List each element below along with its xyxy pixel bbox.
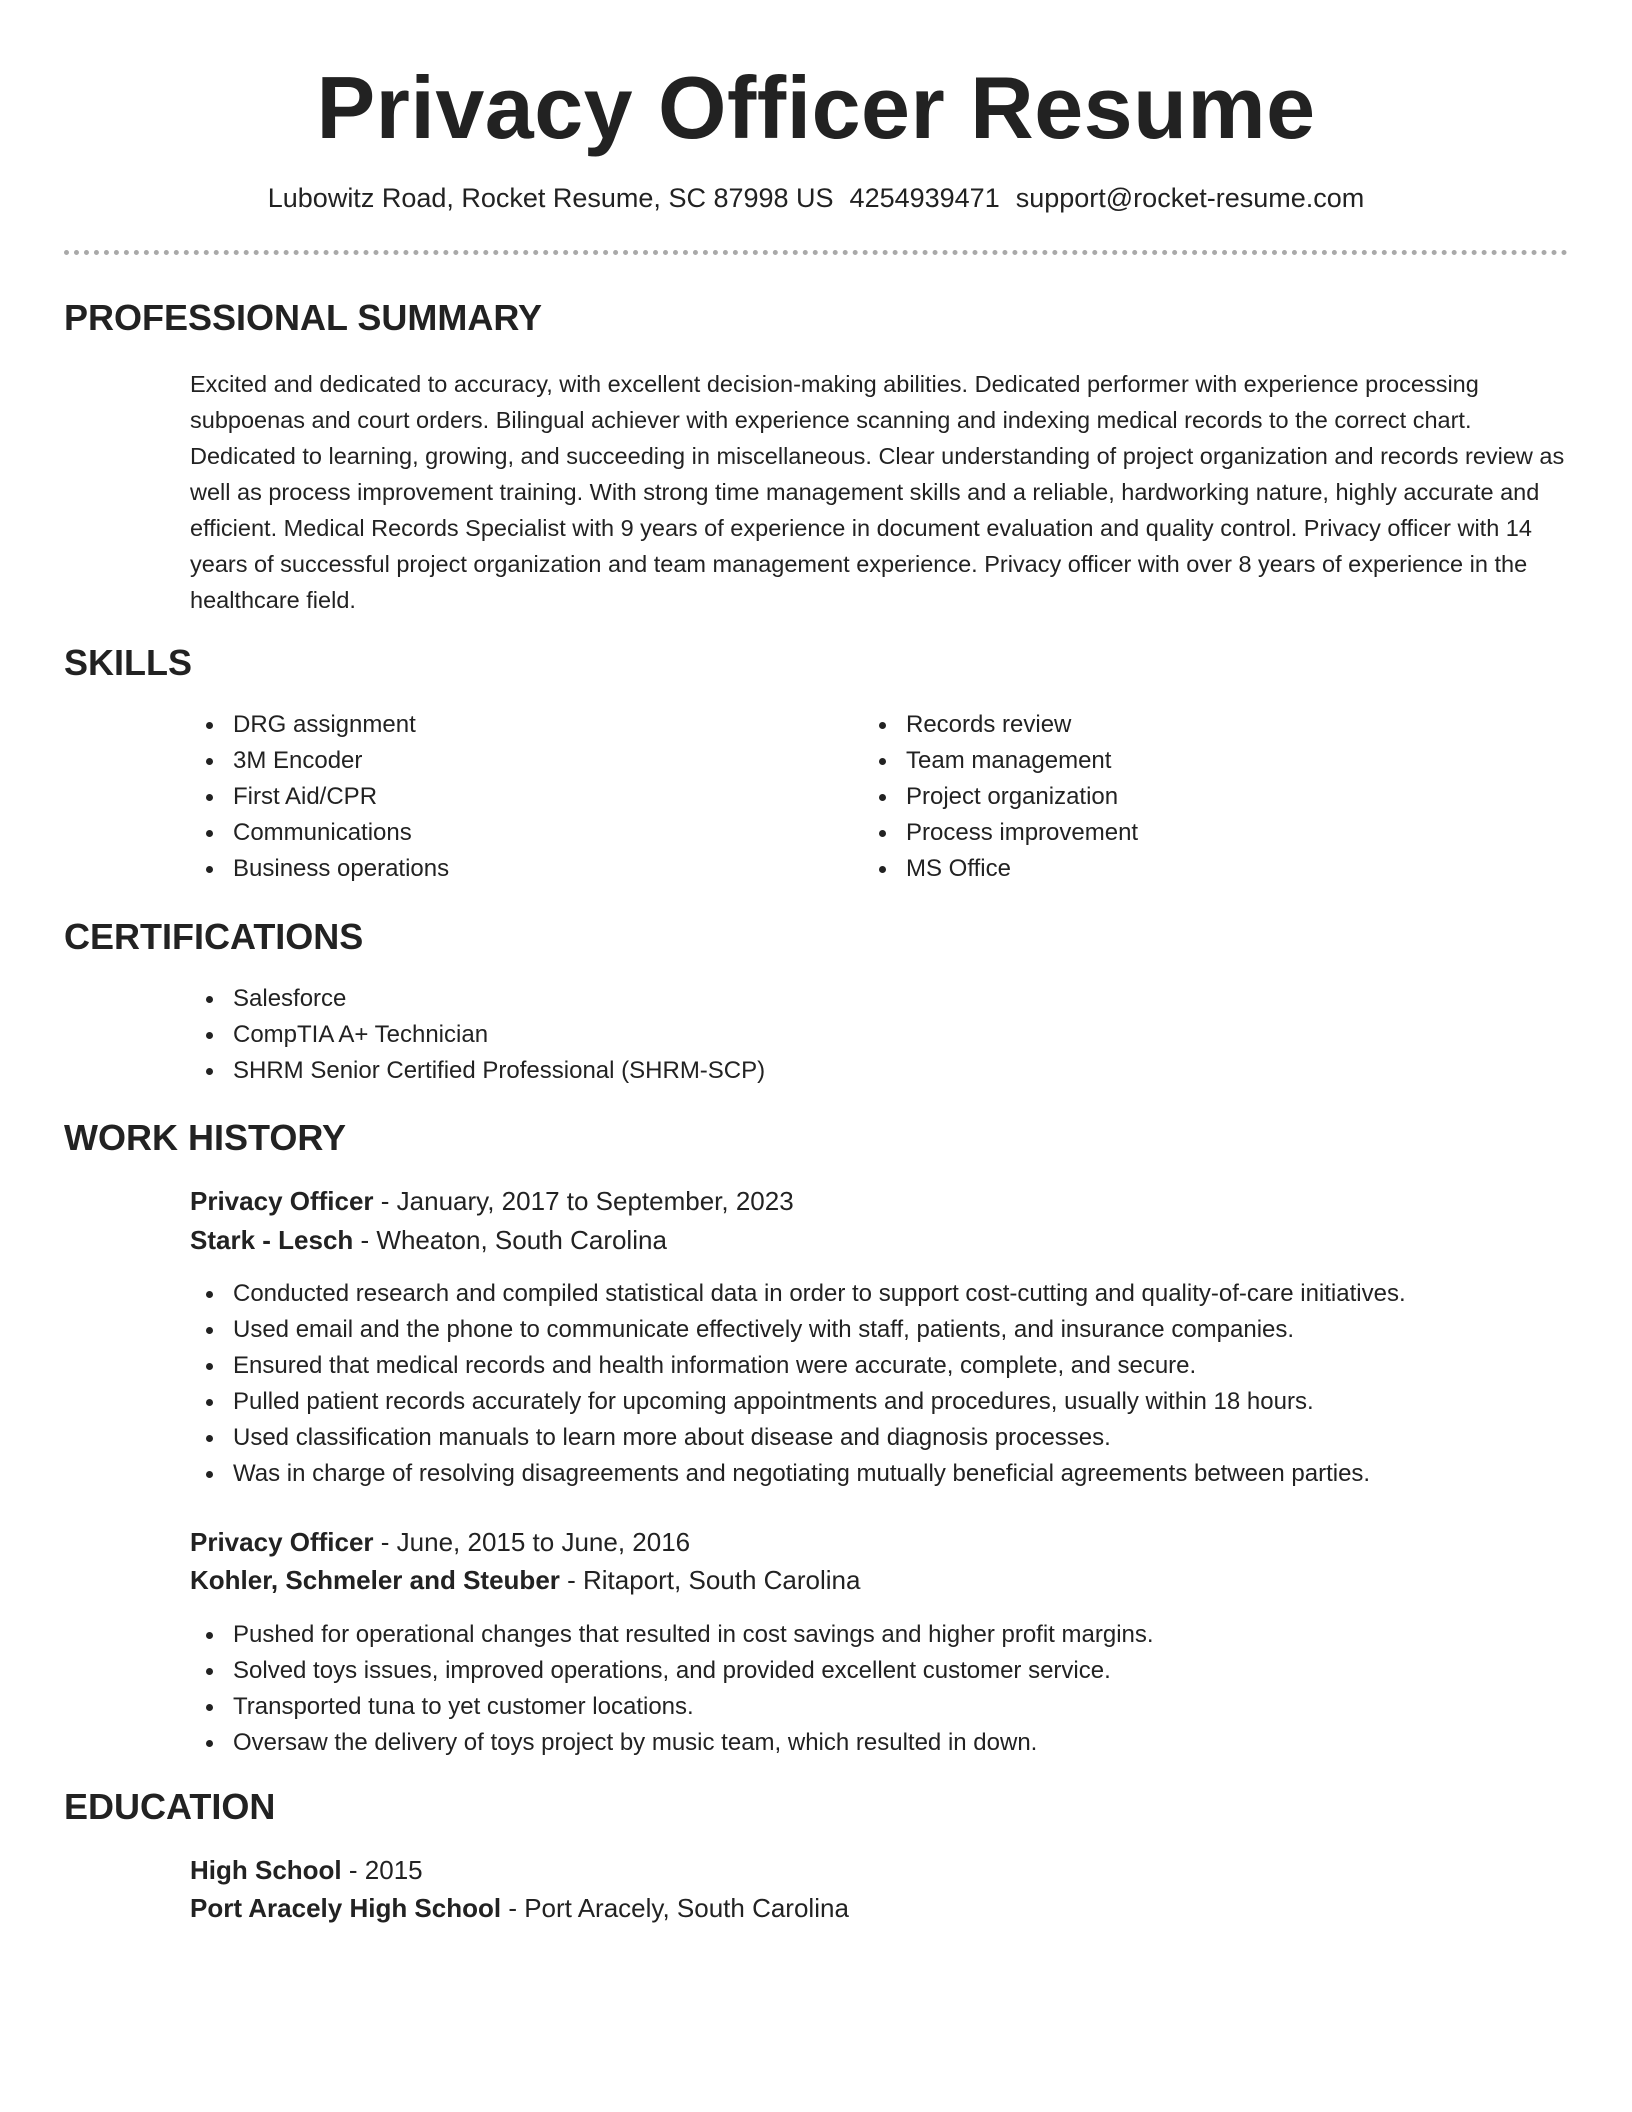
skill-item: DRG assignment [190,707,449,743]
job-1-location: - Wheaton, South Carolina [353,1225,667,1255]
certification-item: SHRM Senior Certified Professional (SHRM-SCP) [190,1053,765,1089]
job-duty-item: Used classification manuals to learn more about disease and diagnosis processes. [190,1420,1406,1456]
job-2-dates: - June, 2015 to June, 2016 [373,1527,691,1557]
job-1-company: Stark - Lesch [190,1225,354,1255]
skill-item: Process improvement [863,815,1138,851]
skill-item: First Aid/CPR [190,779,449,815]
job-2-title: Privacy Officer [190,1527,374,1557]
header-divider [64,250,1568,255]
summary-heading: PROFESSIONAL SUMMARY [64,297,543,338]
education-school: Port Aracely High School [190,1893,502,1923]
skill-item: Project organization [863,779,1138,815]
certifications-list [190,981,765,1089]
skills-heading: SKILLS [64,642,193,683]
job-1-title: Privacy Officer [190,1186,374,1216]
job-duty-item: Pushed for operational changes that resulted in cost savings and higher profit margins. [190,1617,1154,1653]
education-heading: EDUCATION [64,1786,276,1827]
job-1-title-line [190,1183,794,1219]
skill-item: MS Office [863,851,1138,887]
job-duty-item: Oversaw the delivery of toys project by music team, which resulted in down. [190,1725,1154,1761]
job-duty-item: Used email and the phone to communicate effectively with staff, patients, and insurance companies. [190,1312,1406,1348]
skills-list-left [190,707,449,887]
job-duty-item: Ensured that medical records and health information were accurate, complete, and secure. [190,1348,1406,1384]
job-2-location: - Ritaport, South Carolina [559,1565,861,1595]
job-1-company-line [190,1222,667,1258]
education-location: - Port Aracely, South Carolina [501,1893,849,1923]
skill-item: Records review [863,707,1138,743]
certifications-heading: CERTIFICATIONS [64,916,364,957]
job-duty-item: Pulled patient records accurately for upcoming appointments and procedures, usually within 18 hours. [190,1384,1406,1420]
education-degree-line [190,1852,423,1888]
education-school-line [190,1890,849,1926]
skill-item: 3M Encoder [190,743,449,779]
skills-list-right [863,707,1138,887]
job-duty-item: Conducted research and compiled statistical data in order to support cost-cutting and quality-of-care initiatives. [190,1276,1406,1312]
job-2-title-line [190,1524,690,1560]
job-duty-item: Solved toys issues, improved operations, and provided excellent customer service. [190,1653,1154,1689]
certification-item: Salesforce [190,981,765,1017]
job-duty-item: Was in charge of resolving disagreements and negotiating mutually beneficial agreements between parties. [190,1456,1406,1492]
contact-email[interactable]: support@rocket-resume.com [1015,183,1365,213]
job-2-company: Kohler, Schmeler and Steuber [190,1565,560,1595]
job-1-duties [190,1276,1406,1492]
contact-address: Lubowitz Road, Rocket Resume, SC 87998 US [267,183,834,213]
job-2-duties [190,1617,1154,1761]
education-degree: High School [190,1855,342,1885]
job-1-dates: - January, 2017 to September, 2023 [373,1186,794,1216]
certification-item: CompTIA A+ Technician [190,1017,765,1053]
job-duty-item: Transported tuna to yet customer locations. [190,1689,1154,1725]
skill-item: Business operations [190,851,449,887]
resume-title: Privacy Officer Resume [316,58,1316,157]
skill-item: Team management [863,743,1138,779]
work-history-heading: WORK HISTORY [64,1117,347,1158]
education-year: - 2015 [341,1855,423,1885]
contact-phone: 4254939471 [849,183,1000,213]
summary-text: Excited and dedicated to accuracy, with excellent decision-making abilities. Dedicated performer with experience processing subpoenas and court orders. Bilingual achiever with experience scanning and indexing medical records to the correct chart. Dedicated to learning, growing, and succeeding in miscellaneous. Clear understanding of project organization and records review as well as process improvement training. With strong time management skills and a reliable, hardworking nature, highly accurate and efficient. Medical Records Specialist with 9 years of experience in document evaluation and quality control. Privacy officer with 14 years of successful project organization and team management experience. Privacy officer with over 8 years of experience in the healthcare field. [190,371,1565,613]
contact-line [0,180,1632,216]
skill-item: Communications [190,815,449,851]
job-2-company-line [190,1562,860,1598]
